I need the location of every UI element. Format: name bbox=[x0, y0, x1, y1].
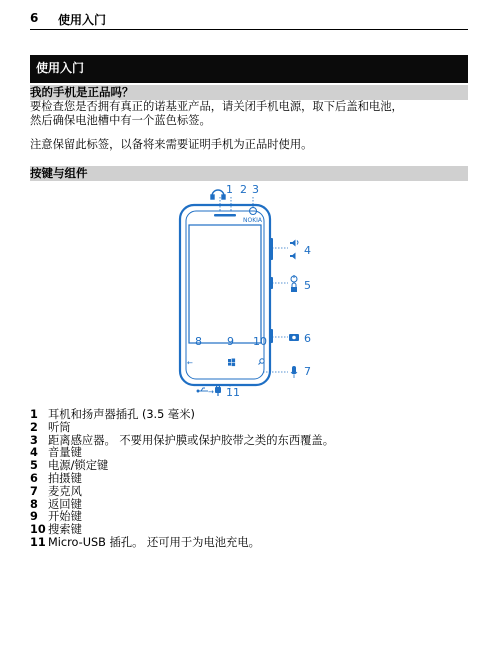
list-item-number: 8 bbox=[30, 497, 38, 511]
list-item-label: 电源/锁定键 bbox=[48, 459, 109, 473]
list-item-number: 7 bbox=[30, 484, 38, 498]
callout-3: 3 bbox=[252, 183, 259, 196]
list-item-number: 3 bbox=[30, 433, 38, 447]
genuine-note: 注意保留此标签，以备将来需要证明手机为正品时使用。 bbox=[30, 138, 313, 151]
phone-diagram bbox=[170, 183, 320, 398]
list-item-number: 5 bbox=[30, 459, 38, 473]
keys-heading-bar bbox=[30, 166, 468, 181]
power-icon bbox=[291, 275, 297, 282]
callout-1: 1 bbox=[226, 183, 233, 196]
list-item-label: 耳机和扬声器插孔 (3.5 毫米) bbox=[48, 408, 195, 421]
list-item-label: 拍摄键 bbox=[48, 471, 82, 485]
earpiece-slot bbox=[214, 214, 236, 217]
list-item bbox=[30, 435, 470, 448]
list-item-label: 距离感应器。 不要用保护膜或保护胶带之类的东西覆盖。 bbox=[48, 433, 335, 447]
volume-up-icon bbox=[290, 240, 298, 247]
list-item-number: 11 bbox=[30, 535, 46, 549]
callout-5: 5 bbox=[304, 279, 311, 292]
callout-10: 10 bbox=[253, 335, 267, 348]
list-item bbox=[30, 422, 470, 435]
genuine-heading: 我的手机是正品吗？ bbox=[30, 85, 134, 99]
list-item bbox=[30, 409, 470, 422]
volume-down-icon bbox=[290, 253, 296, 260]
nokia-logo: NOKIA bbox=[243, 217, 263, 224]
list-item-number: 2 bbox=[30, 420, 38, 434]
list-item-label: 搜索键 bbox=[48, 523, 82, 537]
keys-heading: 按键与组件 bbox=[30, 166, 88, 180]
list-item-number: 9 bbox=[30, 510, 38, 524]
list-item-label: 返回键 bbox=[48, 497, 82, 511]
headset-icon bbox=[211, 190, 225, 199]
genuine-line-1: 要检查您是否拥有真正的诺基亚产品，请关闭手机电源，取下后盖和电池， bbox=[30, 100, 403, 113]
running-header bbox=[30, 9, 468, 30]
list-item bbox=[30, 499, 470, 512]
lock-icon bbox=[291, 283, 297, 292]
genuine-line-2: 然后确保电池槽中有一个蓝色标签。 bbox=[30, 114, 211, 127]
key-list bbox=[30, 409, 470, 550]
callout-7: 7 bbox=[304, 365, 311, 378]
list-item-number: 10 bbox=[30, 523, 46, 537]
usb-arrow: → bbox=[208, 388, 214, 396]
phone-illustration bbox=[170, 183, 320, 398]
list-item-number: 6 bbox=[30, 471, 38, 485]
list-item-label: Micro-USB 插孔。 还可用于为电池充电。 bbox=[48, 535, 260, 549]
genuine-heading-bar bbox=[30, 85, 468, 100]
list-item-number: 1 bbox=[30, 408, 38, 421]
page-number: 6 bbox=[30, 11, 39, 25]
list-item-label: 麦克风 bbox=[48, 484, 82, 498]
back-key-icon: ← bbox=[187, 359, 193, 367]
callout-6: 6 bbox=[304, 332, 311, 345]
list-item-label: 音量键 bbox=[48, 446, 82, 460]
list-item-number: 4 bbox=[30, 446, 38, 460]
callout-9: 9 bbox=[227, 335, 234, 348]
callout-11: 11 bbox=[226, 386, 240, 399]
microphone-icon bbox=[291, 366, 297, 378]
genuine-paragraph bbox=[30, 100, 470, 128]
list-item bbox=[30, 537, 470, 550]
camera-icon bbox=[289, 334, 299, 341]
list-item-label: 听筒 bbox=[48, 420, 71, 434]
list-item bbox=[30, 486, 470, 499]
usb-icon bbox=[197, 388, 208, 392]
running-header-title: 使用入门 bbox=[58, 13, 107, 27]
list-item bbox=[30, 460, 470, 473]
list-item bbox=[30, 511, 470, 524]
callout-4: 4 bbox=[304, 244, 311, 257]
list-item-label: 开始键 bbox=[48, 510, 82, 524]
list-item bbox=[30, 473, 470, 486]
phone-body bbox=[180, 205, 270, 385]
section-title: 使用入门 bbox=[36, 61, 85, 75]
section-title-bar bbox=[30, 55, 468, 83]
callout-8: 8 bbox=[195, 335, 202, 348]
callout-2: 2 bbox=[240, 183, 247, 196]
